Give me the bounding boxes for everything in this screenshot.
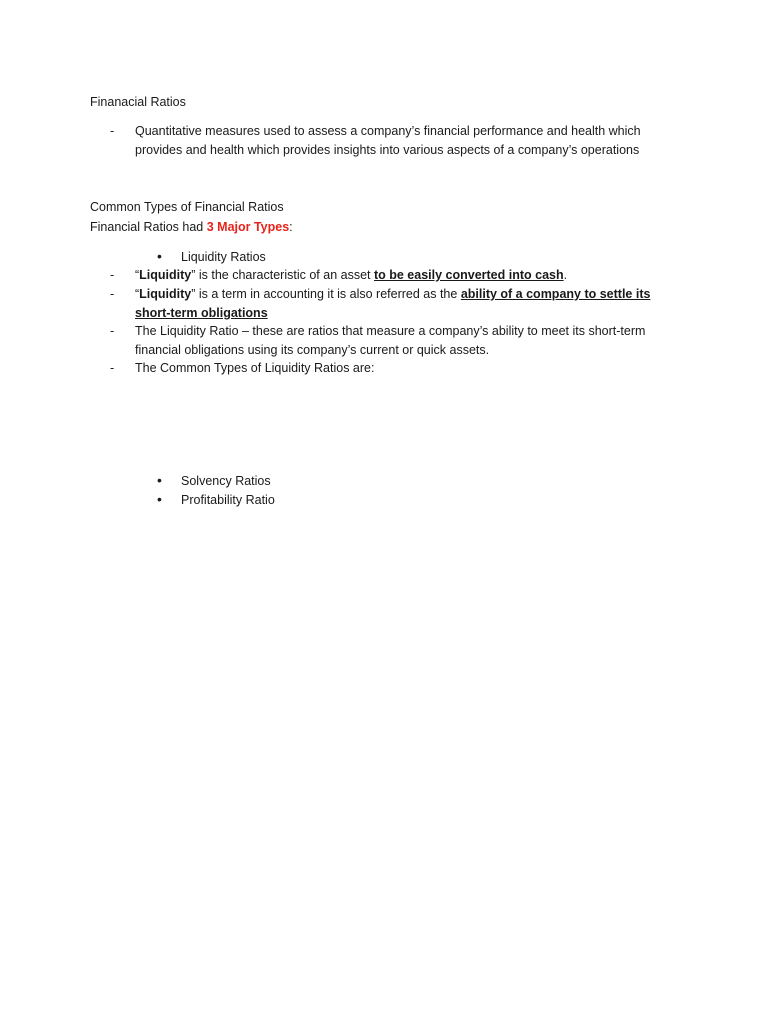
section-heading: Common Types of Financial Ratios <box>90 200 284 214</box>
liquidity-term: Liquidity <box>139 287 192 301</box>
liquidity-point-1-text <box>135 266 665 285</box>
dash-marker: - <box>110 124 115 138</box>
types-line <box>90 218 293 236</box>
dash-marker: - <box>110 361 115 375</box>
profitability-label: Profitability Ratio <box>181 493 275 507</box>
dash-marker: - <box>110 324 115 338</box>
liquidity-label: Liquidity Ratios <box>181 250 266 264</box>
types-highlight: 3 Major Types <box>206 220 290 234</box>
sentence-end: . <box>563 268 568 282</box>
list-item-liquidity-ratios <box>157 247 266 266</box>
document-title: Finanacial Ratios <box>90 95 186 109</box>
solvency-label: Solvency Ratios <box>181 474 271 488</box>
definition-text: ” is a term in accounting it is also referred as the <box>191 287 461 301</box>
dash-marker: - <box>110 287 115 301</box>
definition-emphasis: ability of a company to settle its short-term obligations <box>135 287 651 320</box>
bullet-marker: • <box>157 472 162 488</box>
bullet-marker: • <box>157 491 162 507</box>
liquidity-ratio-text: The Liquidity Ratio – these are ratios that measure a company’s ability to meet its short-term financial obligations using its company’s current or quick assets. <box>135 324 646 357</box>
liquidity-point-2-text <box>135 285 665 322</box>
common-types-text: The Common Types of Liquidity Ratios are: <box>135 361 375 375</box>
bullet-marker: • <box>157 248 162 264</box>
definition-emphasis: to be easily converted into cash <box>373 268 564 282</box>
open-quote: “ <box>135 268 140 282</box>
list-item-profitability-ratio <box>157 490 275 509</box>
intro-text: Quantitative measures used to assess a company’s financial performance and health which provides and health which provides insights into various aspects of a company’s operations <box>135 124 641 157</box>
types-suffix: : <box>289 220 293 234</box>
liquidity-term: Liquidity <box>139 268 192 282</box>
definition-text: ” is the characteristic of an asset <box>191 268 374 282</box>
dash-marker: - <box>110 268 115 282</box>
types-prefix: Financial Ratios had <box>90 220 207 234</box>
list-item-solvency-ratios <box>157 471 271 490</box>
open-quote: “ <box>135 287 140 301</box>
